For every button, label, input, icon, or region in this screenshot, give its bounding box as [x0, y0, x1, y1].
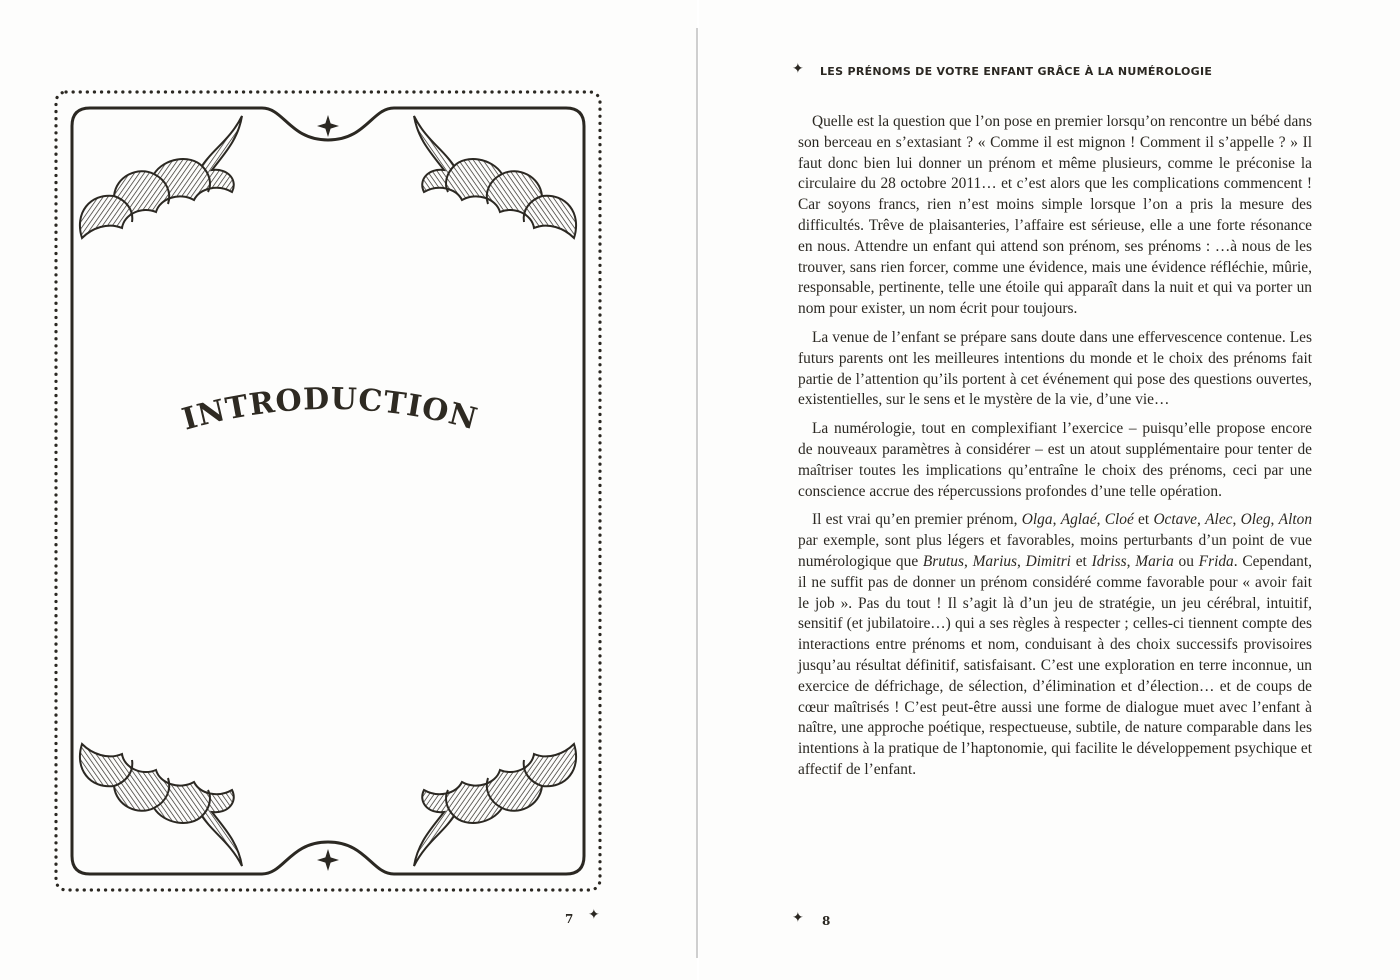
italic-name: Alec	[1205, 511, 1233, 529]
italic-name: Cloé	[1104, 511, 1134, 529]
italic-name: Octave	[1153, 511, 1198, 529]
italic-name: Idriss	[1091, 552, 1127, 570]
text-run: ,	[1197, 511, 1206, 529]
text-run: et	[1133, 511, 1154, 529]
running-head: LES PRÉNOMS DE VOTRE ENFANT GRÂCE À LA NUMÉROLOGIE	[820, 65, 1213, 78]
text-run: ,	[1096, 511, 1105, 529]
paragraph	[798, 328, 1312, 411]
bottom-star-icon	[317, 849, 339, 871]
text-run: ,	[1052, 511, 1061, 529]
text-run: Il est vrai qu’en premier prénom,	[812, 511, 1022, 529]
chapter-title	[120, 380, 540, 458]
paragraph	[798, 510, 1312, 780]
paragraph	[798, 112, 1312, 320]
italic-name: Frida	[1198, 552, 1234, 570]
text-run: ,	[963, 552, 973, 570]
text-run: La venue de l’enfant se prépare sans doute dans une effervescence contenue. Les futurs parents ont les meilleures intentions du monde et le choix des prénoms fait partie de l’attention qu’ils portent à cet événement qui pose des questions ouvertes, existentielles, sur le sens et le mystère de la vie, d’une vie…	[798, 328, 1312, 409]
page-number-left: 7	[565, 912, 574, 926]
italic-name: Dimitri	[1025, 552, 1071, 570]
italic-name: Alton	[1278, 511, 1313, 529]
four-point-star-icon: ✦	[792, 62, 804, 77]
text-run: et	[1070, 552, 1092, 570]
text-run: ,	[1126, 552, 1136, 570]
text-run: . Cependant, il ne suffit pas de donner un prénom considéré comme favorable pour « avoir fait le job ». Pas du tout ! Il s’agit là d’un jeu de stratégie, un jeu cérébral, intuitif, sensitif (et jubilatoire…) qui a ses règles à respecter ; celles-ci tiennent compte des interactions entre prénoms et nom, conduisant à des choix successifs provisoires jusqu’au résultat définitif, satisfaisant. C’est une exploration en terre inconnue, un exercice de défrichage, de sélection, d’élimination et d’élection… et de coups de cœur maîtrisés ! C’est peut-être aussi une forme de dialogue muet avec l’enfant à naître, une approche poétique, respectueuse, subtile, de nature comparable dans les intentions à la pratique de l’haptonomie, qui facilite le développement psychique et affectif de l’enfant.	[798, 552, 1312, 778]
italic-name: Marius	[972, 552, 1018, 570]
left-page	[0, 0, 697, 980]
page-number-right: 8	[822, 914, 831, 928]
italic-name: Brutus	[922, 552, 964, 570]
text-run: ,	[1232, 511, 1241, 529]
top-star-icon	[317, 115, 339, 137]
book-gutter	[696, 28, 698, 958]
italic-name: Oleg	[1240, 511, 1271, 529]
text-run: Quelle est la question que l’on pose en premier lorsqu’on rencontre un bébé dans son berceau en s’extasiant ? « Comme il est mignon ! Comment il s’appelle ? » Il faut donc bien lui donner un prénom et même plusieurs, comme le préconise la circulaire du 28 octobre 2011… et c’est alors que les complications commencent ! Car soyons francs, rien n’est moins simple lorsque l’on a pris la mesure des difficultés. Trêve de plaisanteries, l’affaire est sérieuse, elle a une forte résonance en nous. Attendre un enfant qui attend son prénom, ses prénoms : …à nous de les trouver, sans rien forcer, comme une évidence, mais une évidence réfléchie, mûrie, responsable, pertinente, telle une étoile qui apparaît dans la nuit et qui va porter un nom pour exister, un nom écrit pour toujours.	[798, 113, 1312, 318]
italic-name: Maria	[1135, 552, 1174, 570]
ornamental-frame	[52, 88, 604, 894]
paragraph	[798, 419, 1312, 502]
body-text	[798, 112, 1312, 789]
four-point-star-icon: ✦	[792, 911, 804, 926]
decorative-card-frame	[52, 88, 604, 894]
svg-text:INTRODUCTION: INTRODUCTION	[178, 381, 482, 438]
four-point-star-icon: ✦	[588, 908, 600, 923]
text-run: ,	[1270, 511, 1279, 529]
text-run: ,	[1017, 552, 1026, 570]
italic-name: Olga	[1021, 511, 1053, 529]
text-run: La numérologie, tout en complexifiant l’exercice – puisqu’elle propose encore de nouveaux paramètres à considérer – est un atout supplémentaire pour tenter de maîtriser toutes les implications qu’entraîne le choix des prénoms, ceci par une conscience accrue des répercussions profondes d’une telle opération.	[798, 420, 1312, 500]
italic-name: Aglaé	[1060, 511, 1097, 529]
text-run: ou	[1173, 552, 1199, 570]
text-run: par exemple, sont plus légers et favorables, moins perturbants d’un point de vue numérologique que	[798, 532, 1312, 570]
